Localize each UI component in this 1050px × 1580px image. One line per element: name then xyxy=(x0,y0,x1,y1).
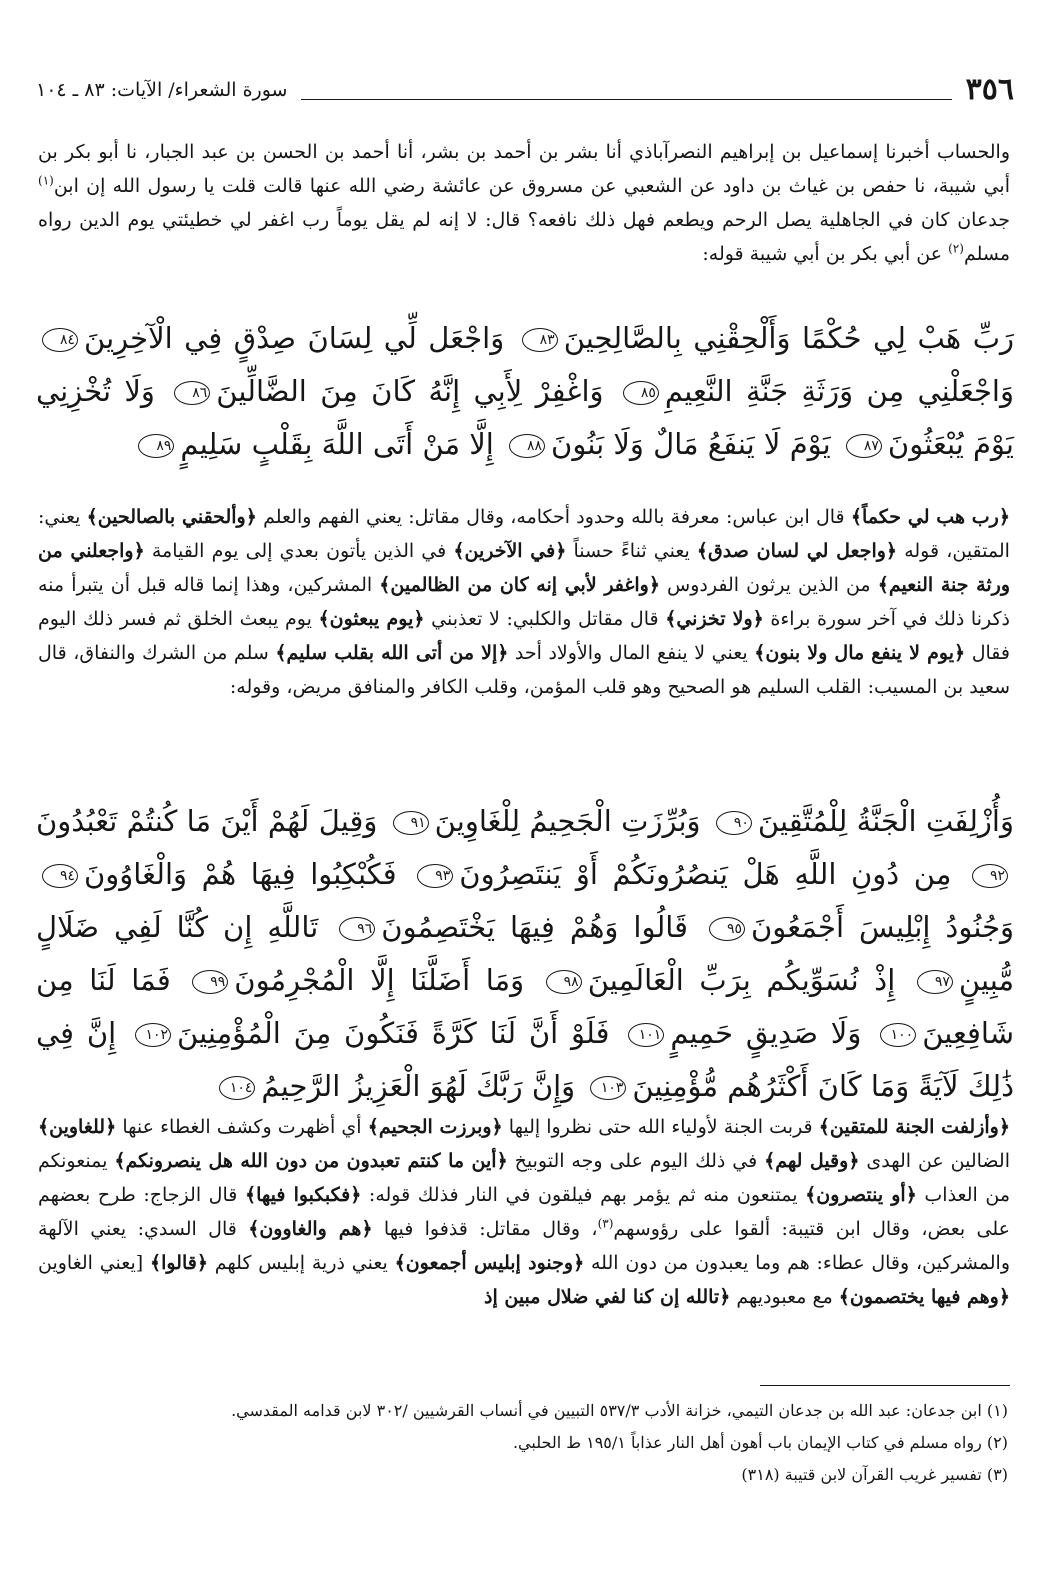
footnote-marker-1[interactable]: (١) xyxy=(38,173,54,188)
ayah xyxy=(132,427,493,461)
quoted-verse: ﴿إلا من أتى الله بقلب سليم﴾ xyxy=(275,642,509,664)
ayah-text: وَأُزْلِفَتِ الْجَنَّةُ لِلْمُتَّقِينَ xyxy=(757,804,1014,838)
ayah-number-marker: ٩٨ xyxy=(546,970,582,994)
ayah-number-marker: ١٠٢ xyxy=(135,1023,171,1047)
footnote-marker-2[interactable]: (٢) xyxy=(948,241,964,256)
commentary-text: من الذين يرثون الفردوس xyxy=(659,574,878,596)
footnotes xyxy=(40,1395,1008,1491)
ayah-number-marker: ٨٥ xyxy=(623,381,659,405)
ayah-number-marker: ٩٢ xyxy=(972,864,1008,888)
ayah-text: فَكُبْكِبُوا فِيهَا هُمْ وَالْغَاوُونَ xyxy=(84,857,397,891)
ayah-text: وَلَا صَدِيقٍ حَمِيمٍ xyxy=(670,1016,862,1050)
commentary-text: قال مقاتل والكلبي: لا تعذبني xyxy=(424,608,666,630)
quoted-verse: ﴿فكبكبوا فيها﴾ xyxy=(244,1184,362,1206)
ayah-text: إِلَّا مَنْ أَتَى اللَّهَ بِقَلْبٍ سَلِيمٍ xyxy=(180,427,494,461)
page-header xyxy=(36,70,1014,110)
ayah-text: وَاجْعَل لِّي لِسَانَ صِدْقٍ فِي الْآخِرِينَ xyxy=(84,321,505,355)
running-title: سورة الشعراء/ الآيات: ٨٣ ـ ١٠٤ xyxy=(36,79,288,101)
commentary-text: يعني ثناءً حسناً xyxy=(566,540,697,562)
quoted-verse: ﴿وألحقني بالصالحين﴾ xyxy=(86,506,257,528)
ayah-number-marker: ٨٧ xyxy=(846,434,882,458)
quran-verses-83-89 xyxy=(36,312,1014,471)
ayah-number-marker: ٩٦ xyxy=(339,917,375,941)
quoted-verse: ﴿تالله إن كنا لفي ضلال مبين إذ xyxy=(484,1286,731,1308)
quoted-verse: ﴿واجعل لي لسان صدق﴾ xyxy=(696,540,898,562)
ayah-number-marker: ٨٣ xyxy=(522,328,558,352)
quoted-verse: ﴿في الآخرين﴾ xyxy=(453,540,567,562)
ayah xyxy=(617,374,1014,408)
commentary-text: يعني لا ينفع المال والأولاد أحد xyxy=(508,642,755,664)
ayah xyxy=(387,804,701,838)
ayah xyxy=(168,374,603,408)
ayah-text: يَوْمَ لَا يَنفَعُ مَالٌ وَلَا بَنُونَ xyxy=(551,427,831,461)
quoted-verse: ﴿أين ما كنتم تعبدون من دون الله هل ينصرونكم﴾ xyxy=(114,1150,508,1172)
ayah-number-marker: ٩٥ xyxy=(709,917,745,941)
ayah-number-marker: ٨٦ xyxy=(174,381,210,405)
footnote-2: (٢) رواه مسلم في كتاب الإيمان باب أهون أهل النار عذاباً ١٩٥/١ ط الحلبي. xyxy=(512,1433,1008,1452)
commentary-text: جدعان كان في الجاهلية يصل الرحم ويطعم فهل ذلك نافعه؟ قال: لا إنه لم يقل يوماً رب اغفر لي خطيئتي يوم الدين رواه مسلم xyxy=(38,209,1010,265)
ayah-number-marker: ٩٠ xyxy=(716,811,752,835)
commentary-paragraph-1 xyxy=(38,135,1010,271)
quoted-verse: ﴿وهم فيها يختصمون﴾ xyxy=(838,1286,1010,1308)
quoted-verse: ﴿وقيل لهم﴾ xyxy=(764,1150,860,1172)
commentary-text: يوم يبعث الخلق ثم فسر ذلك اليوم فقال xyxy=(38,608,1010,664)
commentary-text: قال الزجاج: طرح بعضهم على بعض، وقال ابن قتيبة: ألقوا على رؤوسهم xyxy=(38,1184,1010,1240)
commentary-text: ، وقال مقاتل: قذفوا فيها xyxy=(372,1218,598,1240)
ayah xyxy=(333,910,688,944)
ayah-text: فَمَا لَنَا مِن شَافِعِينَ xyxy=(36,963,1015,1050)
commentary-text: والحساب أخبرنا إسماعيل بن إبراهيم النصرآباذي أنا بشر بن أحمد بن بشر، أنا أحمد بن الحسن بن عبد الجبار، نا أبو بكر بن أبي شيبة، نا حفص بن غياث بن داود عن الشعبي عن مسروق عن عائشة رضي الله عنها قالت قلت يا رسول الله إن ابن xyxy=(38,141,1011,197)
commentary-text: المشركين، وهذا إنما قاله قبل أن يتبرأ منه ذكرنا ذلك في آخر سورة براءة xyxy=(38,574,1010,630)
page-number: ٣٥٦ xyxy=(965,72,1014,107)
ayah xyxy=(411,857,951,891)
ayah xyxy=(622,1016,861,1050)
footnote-separator xyxy=(760,1385,1010,1386)
ayah-text: وَإِنَّ رَبَّكَ لَهُوَ الْعَزِيزُ الرَّحِيمُ xyxy=(261,1069,576,1103)
ayah xyxy=(703,910,1014,944)
ayah xyxy=(36,857,397,891)
quoted-verse: ﴿هم والغاوون﴾ xyxy=(248,1218,373,1240)
quoted-verse: ﴿قالوا﴾ xyxy=(149,1252,208,1274)
footnote-1: (١) ابن جدعان: عبد الله بن جدعان التيمي، خزانة الأدب ٥٣٧/٣ التبيين في أنساب القرشيين /٣٠٢ لابن قدامه المقدسي. xyxy=(231,1401,1008,1420)
commentary-text: [يعني الغاوين xyxy=(38,1252,150,1274)
quoted-verse: ﴿وبرزت الجحيم﴾ xyxy=(367,1116,503,1138)
ayah-number-marker: ٩٧ xyxy=(917,970,953,994)
commentary-text: قال ابن عباس: معرفة بالله وحدود أحكامه، وقال مقاتل: يعني الفهم والعلم xyxy=(256,506,851,528)
ayah-number-marker: ٩٣ xyxy=(417,864,453,888)
quoted-verse: ﴿وأزلفت الجنة للمتقين﴾ xyxy=(818,1116,1010,1138)
commentary-text: في الذين يأتون بعدي إلى يوم القيامة xyxy=(144,540,454,562)
commentary-text: قال السدي: يعني الآلهة والمشركين، وقال عطاء: هم وما يعبدون من دون الله xyxy=(38,1218,1011,1274)
ayah-text: مِن دُونِ اللَّهِ هَلْ يَنصُرُونَكُمْ أَوْ يَنتَصِرُونَ xyxy=(459,857,952,891)
ayah xyxy=(503,427,831,461)
commentary-paragraph-3 xyxy=(38,1110,1010,1314)
commentary-text: سلم من الشرك والنفاق، قال سعيد بن المسيب: القلب السليم هو الصحيح وهو قلب المؤمن، وقلب الكافر والمنافق مريض، وقوله: xyxy=(38,642,1010,698)
commentary-text: الضالين عن الهدى xyxy=(859,1150,1010,1172)
ayah-text: إِذْ نُسَوِّيكُم بِرَبِّ الْعَالَمِينَ xyxy=(587,963,896,997)
ayah-number-marker: ١٠٤ xyxy=(219,1076,255,1100)
quoted-verse: ﴿يوم يبعثون﴾ xyxy=(318,608,425,630)
commentary-text: قربت الجنة لأولياء الله حتى نظروا إليها xyxy=(502,1116,819,1138)
ayah xyxy=(213,1069,575,1103)
ayah-text: تَاللَّهِ إِن كُنَّا لَفِي ضَلَالٍ مُّبِينٍ xyxy=(36,910,1014,997)
ayah-number-marker: ٨٩ xyxy=(138,434,174,458)
ayah xyxy=(129,1016,609,1050)
ayah xyxy=(540,963,896,997)
ayah-number-marker: ٩٩ xyxy=(192,970,228,994)
ayah-text: وَقِيلَ لَهُمْ أَيْنَ مَا كُنتُمْ تَعْبُدُونَ xyxy=(36,804,378,838)
ayah xyxy=(186,963,524,997)
quoted-verse: ﴿أو ينتصرون﴾ xyxy=(805,1184,917,1206)
ayah-text: فَلَوْ أَنَّ لَنَا كَرَّةً فَنَكُونَ مِنَ الْمُؤْمِنِينَ xyxy=(177,1016,610,1050)
ayah xyxy=(516,321,1014,355)
commentary-paragraph-2 xyxy=(38,500,1010,704)
quoted-verse: ﴿واجعلني من ورثة جنة النعيم﴾ xyxy=(38,540,1010,596)
ayah-text: وَاجْعَلْنِي مِن وَرَثَةِ جَنَّةِ النَّعِيمِ xyxy=(664,374,1014,408)
commentary-text: يعني ذرية إبليس كلهم xyxy=(207,1252,395,1274)
ayah-text: وَجُنُودُ إِبْلِيسَ أَجْمَعُونَ xyxy=(750,910,1015,944)
ayah-text: وَلَا تُخْزِنِي يَوْمَ يُبْعَثُونَ xyxy=(36,374,1014,461)
ayah-text: وَاغْفِرْ لِأَبِي إِنَّهُ كَانَ مِنَ الضَّالِّينَ xyxy=(216,374,604,408)
quoted-verse: ﴿يوم لا ينفع مال ولا بنون﴾ xyxy=(754,642,966,664)
quoted-verse: ﴿وجنود إبليس أجمعون﴾ xyxy=(394,1252,585,1274)
ayah-number-marker: ٨٤ xyxy=(42,328,78,352)
ayah-text: وَمَا أَضَلَّنَا إِلَّا الْمُجْرِمُونَ xyxy=(234,963,525,997)
ayah xyxy=(710,804,1014,838)
ayah-text: رَبِّ هَبْ لِي حُكْمًا وَأَلْحِقْنِي بِالصَّالِحِينَ xyxy=(563,321,1014,355)
ayah-number-marker: ١٠٣ xyxy=(590,1076,626,1100)
ayah-number-marker: ٩١ xyxy=(393,811,429,835)
ayah-text: إِنَّ فِي ذَٰلِكَ لَآيَةً وَمَا كَانَ أَكْثَرُهُم مُّؤْمِنِينَ xyxy=(36,1016,1014,1103)
quoted-verse: ﴿واغفر لأبي إنه كان من الظالمين﴾ xyxy=(379,574,660,596)
quran-verses-90-104 xyxy=(36,795,1014,1113)
commentary-text: يمنعونكم من العذاب xyxy=(38,1150,1011,1206)
commentary-text: أي أظهرت وكشف الغطاء عنها xyxy=(116,1116,368,1138)
commentary-text: عن أبي بكر بن أبي شيبة قوله: xyxy=(702,243,949,265)
footnote-marker-3[interactable]: (٣) xyxy=(597,1216,614,1231)
quoted-verse: ﴿رب هب لي حكماً﴾ xyxy=(850,506,1010,528)
ayah-number-marker: ١٠١ xyxy=(628,1023,664,1047)
commentary-text: يعني: المتقين، قوله xyxy=(38,506,1010,562)
ayah-number-marker: ٨٨ xyxy=(509,434,545,458)
ayah-text: وَبُرِّزَتِ الْجَحِيمُ لِلْغَاوِينَ xyxy=(434,804,701,838)
quoted-verse: ﴿ولا تخزني﴾ xyxy=(665,608,764,630)
ayah-text: قَالُوا وَهُمْ فِيهَا يَخْتَصِمُونَ xyxy=(381,910,688,944)
ayah-number-marker: ١٠٠ xyxy=(880,1023,916,1047)
header-rule xyxy=(301,99,951,100)
footnote-3: (٣) تفسير غريب القرآن لابن قتيبة (٣١٨) xyxy=(741,1465,1008,1484)
ayah-number-marker: ٩٤ xyxy=(42,864,78,888)
commentary-text: يمتنعون منه ثم يؤمر بهم فيلقون في النار فذلك قوله: xyxy=(361,1184,806,1206)
commentary-text: مع معبوديهم xyxy=(730,1286,839,1308)
ayah xyxy=(36,321,504,355)
commentary-text: في ذلك اليوم على وجه التوبيخ xyxy=(507,1150,765,1172)
quoted-verse: ﴿للغاوين﴾ xyxy=(38,1116,117,1138)
